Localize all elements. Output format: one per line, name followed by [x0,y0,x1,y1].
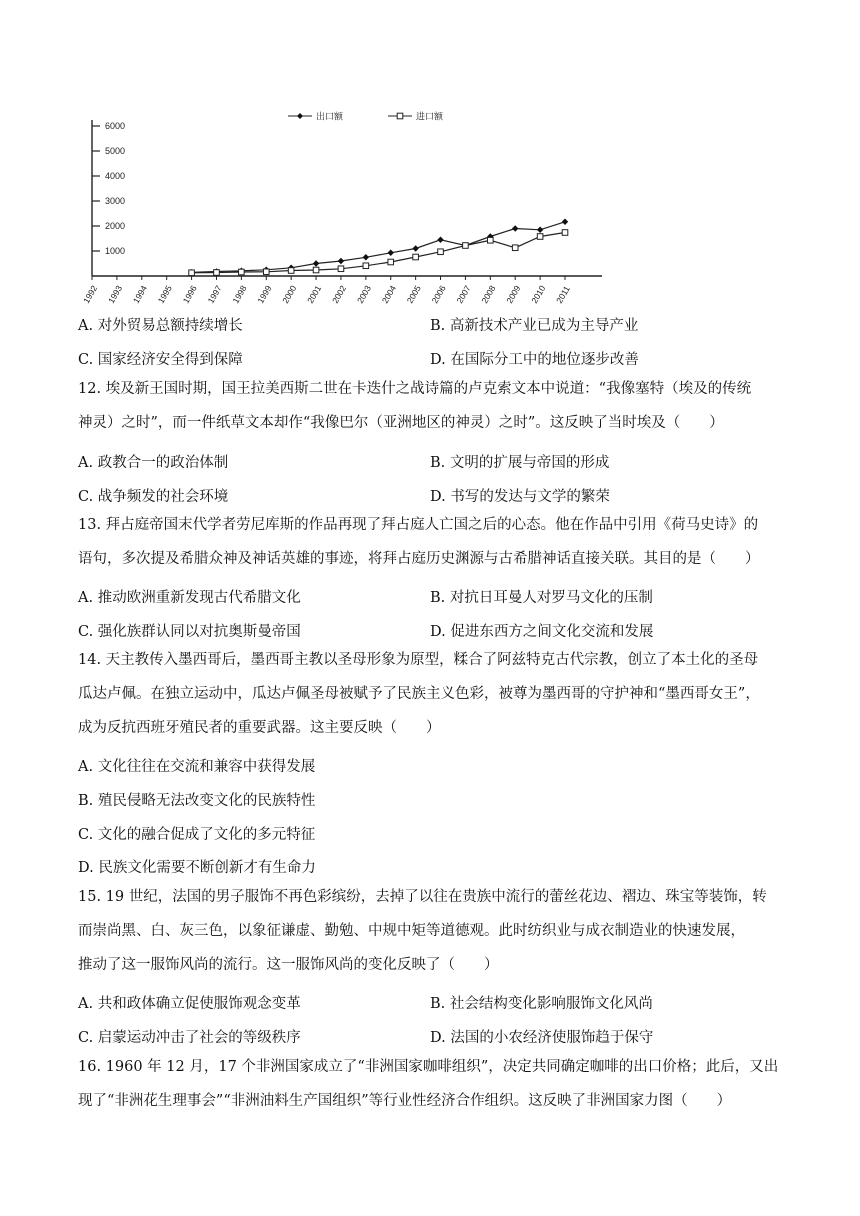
q15-stem-line: 推动了这一服饰风尚的流行。这一服饰风尚的变化反映了（ ） [78,957,499,973]
q16-stem [78,1050,790,1118]
export-point [437,237,443,243]
x-tick-label: 2006 [429,283,448,305]
q15-option-b[interactable]: B. 社会结构变化影响服饰文化风尚 [430,996,653,1012]
q13-option-d[interactable]: D. 促进东西方之间文化交流和发展 [430,624,654,640]
y-tick-label: 1000 [105,246,126,256]
x-tick-label: 1996 [180,283,199,305]
export-point [562,219,568,225]
export-point [388,250,394,256]
x-tick-label: 2010 [529,283,548,305]
q11-option-c[interactable]: C. 国家经济安全得到保障 [78,352,243,368]
legend-export-label: 出口额 [316,112,344,123]
y-tick-label: 6000 [105,121,126,131]
q16-stem-line: 16. 1960 年 12 月，17 个非洲国家成立了“非洲国家咖啡组织”，决定共同确定咖啡的出口价格；此后，又出 [78,1059,779,1075]
export-point [313,260,319,266]
import-point [562,230,568,236]
y-tick-label: 3000 [105,196,126,206]
series-line-0 [192,222,565,272]
legend-import-label: 进口额 [416,112,444,123]
trade-line-chart [80,100,620,310]
import-point [463,243,469,249]
export-point [363,254,369,260]
x-tick-label: 2007 [454,283,473,305]
x-tick-label: 2005 [404,283,423,305]
q15-option-c[interactable]: C. 启蒙运动冲击了社会的等级秩序 [78,1030,301,1046]
x-tick-label: 2003 [354,283,374,305]
import-point [413,254,419,260]
x-tick-label: 2001 [305,283,324,305]
q13-stem-line: 语句，多次提及希腊众神及神话英雄的事迹，将拜占庭历史渊源与古希腊神话直接关联。其目的是（ ） [78,551,760,567]
import-point [338,266,344,272]
x-tick-label: 2008 [479,283,498,305]
q14-option-d[interactable]: D. 民族文化需要不断创新才有生命力 [78,860,316,876]
q12-option-a[interactable]: A. 政教合一的政治体制 [78,455,229,471]
q12-stem-line: 神灵）之时”，而一件纸草文本却作“我像巴尔（亚洲地区的神灵）之时”。这反映了当时埃及（ ） [78,415,724,431]
import-point [537,234,543,240]
q14-stem-line: 瓜达卢佩。在独立运动中，瓜达卢佩圣母被赋予了民族主义色彩，被尊为墨西哥的守护神和“墨西哥女王”， [78,686,760,702]
q13-option-b[interactable]: B. 对抗日耳曼人对罗马文化的压制 [430,590,653,606]
q14-stem-line: 成为反抗西班牙殖民者的重要武器。这主要反映（ ） [78,720,441,736]
q12-option-b[interactable]: B. 文明的扩展与帝国的形成 [430,455,610,471]
import-point [313,267,319,273]
x-tick-label: 2009 [504,283,523,305]
import-point [488,237,494,243]
y-tick-label: 5000 [105,146,126,156]
x-tick-label: 1993 [105,283,125,305]
q14-option-c[interactable]: C. 文化的融合促成了文化的多元特征 [78,827,316,843]
q15-stem-line: 15. 19 世纪，法国的男子服饰不再色彩缤纷，去掉了以往在贵族中流行的蕾丝花边、褶边、珠宝等装饰，转 [78,889,767,905]
import-point [214,270,220,276]
q14-option-b[interactable]: B. 殖民侵略无法改变文化的民族特性 [78,793,316,809]
x-tick-label: 1994 [130,283,149,305]
series-line-1 [192,233,565,273]
q13-stem [78,508,790,576]
q12-option-c[interactable]: C. 战争频发的社会环境 [78,489,229,505]
import-point [239,269,245,275]
x-tick-label: 1997 [205,283,224,305]
q14-option-a[interactable]: A. 文化往往在交流和兼容中获得发展 [78,759,316,775]
export-point [338,258,344,264]
q16-stem-line: 现了“非洲花生理事会”“非洲油料生产国组织”等行业性经济合作组织。这反映了非洲国家力图（ ） [78,1093,732,1109]
x-tick-label: 1999 [255,283,274,305]
q15-stem [78,880,790,982]
import-point [263,269,269,275]
q15-option-a[interactable]: A. 共和政体确立促使服饰观念变革 [78,996,301,1012]
legend-export-marker [297,113,303,119]
x-tick-label: 2004 [379,283,398,305]
q14-stem-line: 14. 天主教传入墨西哥后，墨西哥主教以圣母形象为原型，糅合了阿兹特克古代宗教，创立了本土化的圣母 [78,652,759,668]
import-point [438,249,444,255]
y-tick-label: 2000 [105,221,126,231]
import-point [189,270,195,276]
x-tick-label: 1992 [81,283,100,305]
q14-stem [78,643,790,745]
x-tick-label: 1998 [230,283,249,305]
q15-stem-line: 而崇尚黑、白、灰三色，以象征谦虚、勤勉、中规中矩等道德观。此时纺织业与成衣制造业的快速发展， [78,923,745,939]
import-point [388,259,394,265]
x-tick-label: 2002 [330,283,349,305]
export-point [512,225,518,231]
q11-option-d[interactable]: D. 在国际分工中的地位逐步改善 [430,352,639,368]
q11-option-b[interactable]: B. 高新技术产业已成为主导产业 [430,318,639,334]
q13-stem-line: 13. 拜占庭帝国末代学者劳尼库斯的作品再现了拜占庭人亡国之后的心态。他在作品中引用《荷马史诗》的 [78,517,759,533]
import-point [512,245,518,251]
q11-option-a[interactable]: A. 对外贸易总额持续增长 [78,318,243,334]
q12-option-d[interactable]: D. 书写的发达与文学的繁荣 [430,489,610,505]
x-tick-label: 2000 [280,283,299,305]
import-point [288,268,294,274]
import-point [363,263,369,269]
x-tick-label: 1995 [155,283,174,305]
y-tick-label: 4000 [105,171,126,181]
q13-option-a[interactable]: A. 推动欧洲重新发现古代希腊文化 [78,590,301,606]
q12-stem-line: 12. 埃及新王国时期，国王拉美西斯二世在卡迭什之战诗篇的卢克索文本中说道：“我像塞特（埃及的传统 [78,381,752,397]
export-point [412,245,418,251]
export-point [537,227,543,233]
q15-option-d[interactable]: D. 法国的小农经济使服饰趋于保守 [430,1030,654,1046]
legend-import-marker [397,113,403,119]
x-tick-label: 2011 [554,284,572,305]
q12-stem [78,372,790,440]
q13-option-c[interactable]: C. 强化族群认同以对抗奥斯曼帝国 [78,624,301,640]
